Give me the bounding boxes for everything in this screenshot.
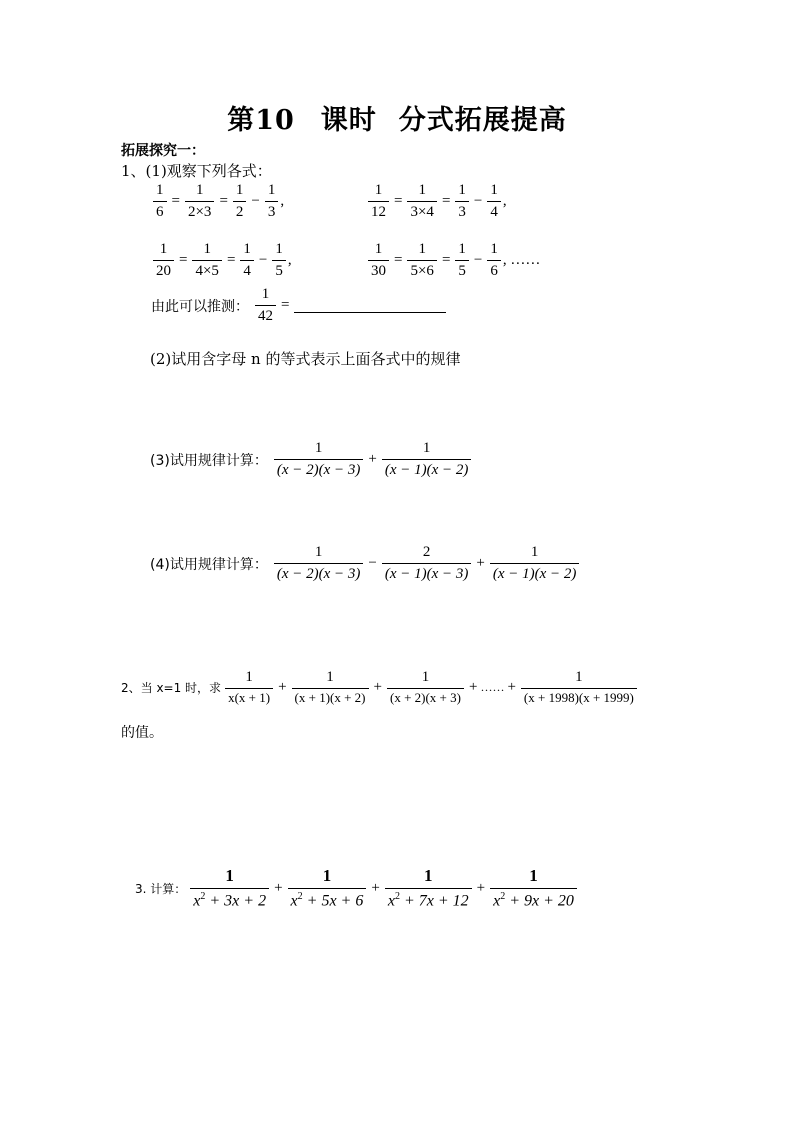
section-heading: 拓展探究一： — [121, 143, 205, 159]
question-2: 2、当 x=1 时，求 $\frac{1}{x(x + 1)}$ + $\frac{1}{(x + 1)(x + 2)}$ + $\frac{1}{(x + 2)(x + 3)}$ + …… + $\frac{1}{(x + 1998)(x + 1999)}$ — [121, 669, 639, 706]
observation-4: $\frac{1}{30}$ = $\frac{1}{5\times 6}$ = $\frac{1}{5}$ − $\frac{1}{6}$ , …… — [366, 241, 540, 281]
inference-line: 由此可以推测： $\frac{1}{42}$ = — [151, 286, 446, 326]
question-1-intro: 1、(1)观察下列各式： — [121, 162, 272, 180]
observation-1: $\frac{1}{6}$ = $\frac{1}{2\times 3}$ = $\frac{1}{2}$ − $\frac{1}{3}$ , — [151, 182, 284, 222]
answer-blank[interactable] — [294, 298, 446, 313]
question-1-part-4: (4)试用规律计算： $\frac{1}{(x - 2)(x - 3)}$ − $\frac{2}{(x - 1)(x - 3)}$ + $\frac{1}{(x - 1)(x - 2)}$ — [150, 544, 581, 584]
observation-2: $\frac{1}{12}$ = $\frac{1}{3\times 4}$ = $\frac{1}{3}$ − $\frac{1}{4}$ , — [366, 182, 507, 222]
question-2-suffix: 的值。 — [121, 725, 163, 741]
observation-3: $\frac{1}{20}$ = $\frac{1}{4\times 5}$ = $\frac{1}{4}$ − $\frac{1}{5}$ , — [151, 241, 292, 281]
question-1-part-2: (2)试用含字母 n 的等式表示上面各式中的规律 — [150, 350, 461, 368]
question-1-part-3: (3)试用规律计算： $\frac{1}{(x - 2)(x - 3)}$ + $\frac{1}{(x - 1)(x - 2)}$ — [150, 440, 473, 480]
page-title: 第10 课时 分式拓展提高 — [227, 105, 567, 136]
question-3: 3. 计算： $\frac{1}{x^2 + 3x + 2}$ + $\frac{1}{x^2 + 5x + 6}$ + $\frac{1}{x^2 + 7x + 12}$ + $\frac{1}{x^2 + 9x + 20}$ — [135, 866, 579, 910]
